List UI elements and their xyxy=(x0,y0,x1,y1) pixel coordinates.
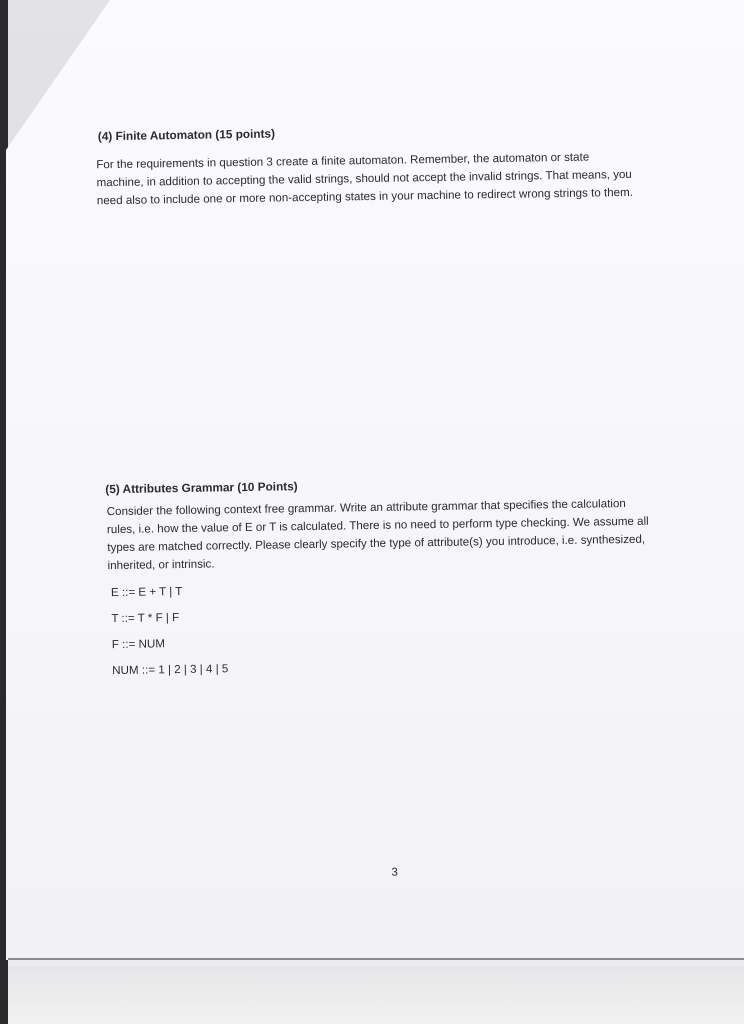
question-5-line: Consider the following context free grammar. Write an attribute grammar that specifies the calculation xyxy=(106,497,626,519)
question-5-title: (5) Attributes Grammar (10 Points) xyxy=(105,479,298,497)
question-4-title: (4) Finite Automaton (15 points) xyxy=(97,126,276,144)
question-4-line: machine, in addition to accepting the valid strings, should not accept the invalid strings. That means, you xyxy=(96,167,632,190)
question-4-line: For the requirements in question 3 create a finite automaton. Remember, the automaton or state xyxy=(96,150,590,172)
grammar-rule: F ::= NUM xyxy=(111,637,166,652)
page-number: 3 xyxy=(391,866,398,879)
grammar-rules xyxy=(111,582,229,688)
grammar-rule: E ::= E + T | T xyxy=(110,585,183,600)
question-4-body xyxy=(96,148,633,210)
question-4-line: need also to include one or more non-accepting states in your machine to redirect wrong strings to them. xyxy=(96,185,634,208)
question-5-body xyxy=(107,495,650,576)
question-5-line: inherited, or intrinsic. xyxy=(107,557,215,573)
question-5-line: types are matched correctly. Please clearly specify the type of attribute(s) you introduce, i.e. synthesized, xyxy=(107,532,646,555)
grammar-rule: T ::= T * F | F xyxy=(111,611,180,626)
question-5-line: rules, i.e. how the value of E or T is calculated. There is no need to perform type checking. We assume all xyxy=(106,514,649,537)
grammar-rule: NUM ::= 1 | 2 | 3 | 4 | 5 xyxy=(112,662,229,678)
